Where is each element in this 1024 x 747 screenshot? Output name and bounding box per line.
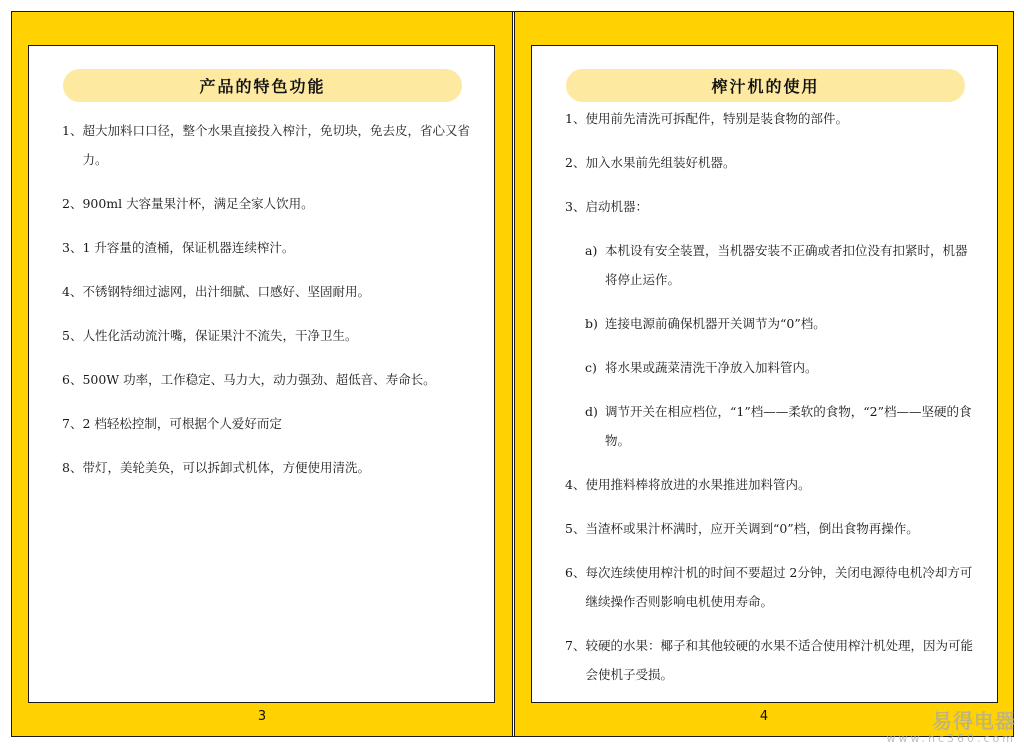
item-text: 500W 功率，工作稳定、马力大，动力强劲、超低音、寿命长。: [82, 372, 436, 387]
item-number: 3、: [62, 240, 83, 255]
item-number: 5、: [565, 521, 586, 536]
list-item: [565, 558, 975, 616]
item-text: 2 档轻松控制，可根据个人爱好而定: [82, 416, 282, 431]
sub-item-text: 调节开关在相应档位，“1”档——柔软的食物，“2”档——坚硬的食物。: [605, 404, 972, 448]
watermark-url: www.hc360.com: [886, 732, 1016, 745]
sub-list-item: [585, 236, 975, 294]
item-text: 不锈钢特细过滤网，出汁细腻、口感好、坚固耐用。: [82, 284, 370, 299]
page-number-left: 3: [257, 709, 267, 724]
item-text: 超大加料口口径，整个水果直接投入榨汁，免切块，免去皮，省心又省力。: [82, 123, 470, 167]
item-number: 6、: [62, 372, 83, 387]
list-item: [565, 192, 975, 221]
item-number: 2、: [565, 155, 586, 170]
item-number: 2、: [62, 196, 83, 211]
list-item: [565, 514, 975, 543]
page-number-right: 4: [759, 709, 769, 724]
list-item: [62, 365, 472, 394]
page-left: [12, 12, 513, 736]
item-number: 8、: [62, 460, 83, 475]
sub-item-marker: a): [585, 243, 598, 258]
list-item: [62, 189, 472, 218]
item-number: 4、: [62, 284, 83, 299]
list-item: [62, 277, 472, 306]
list-item: [62, 409, 472, 438]
features-title: 产品的特色功能: [63, 69, 462, 102]
item-text: 使用推料棒将放进的水果推进加料管内。: [585, 477, 811, 492]
features-list: [62, 116, 472, 497]
item-number: 5、: [62, 328, 83, 343]
sub-item-text: 将水果或蔬菜清洗干净放入加料管内。: [605, 360, 818, 375]
list-item: [62, 116, 472, 174]
item-text: 带灯，美轮美奂，可以拆卸式机体，方便使用清洗。: [82, 460, 370, 475]
item-text: 加入水果前先组装好机器。: [585, 155, 736, 170]
item-text: 使用前先清洗可拆配件，特别是装食物的部件。: [585, 111, 848, 126]
item-number: 1、: [565, 111, 586, 126]
manual-spread: [11, 11, 1014, 737]
item-text: 较硬的水果：椰子和其他较硬的水果不适合使用榨汁机处理，因为可能会使机子受损。: [585, 638, 973, 682]
item-number: 7、: [62, 416, 83, 431]
item-number: 1、: [62, 123, 83, 138]
watermark: [887, 709, 1016, 745]
sub-list-item: [585, 353, 975, 382]
item-number: 6、: [565, 565, 586, 580]
sub-item-marker: b): [585, 316, 598, 331]
usage-title: 榨汁机的使用: [566, 69, 965, 102]
list-item: [62, 233, 472, 262]
item-text: 900ml 大容量果汁杯，满足全家人饮用。: [82, 196, 314, 211]
sub-list-item: [585, 397, 975, 455]
sub-item-marker: c): [585, 360, 597, 375]
list-item: [565, 104, 975, 133]
content-frame-left: [28, 45, 495, 703]
item-text: 当渣杯或果汁杯满时，应开关调到“0”档，倒出食物再操作。: [585, 521, 919, 536]
item-number: 4、: [565, 477, 586, 492]
item-text: 1 升容量的渣桶，保证机器连续榨汁。: [82, 240, 295, 255]
watermark-name: 易得电器: [932, 709, 1016, 733]
item-text: 人性化活动流汁嘴，保证果汁不流失，干净卫生。: [82, 328, 358, 343]
content-frame-right: [531, 45, 998, 703]
sub-list-item: [585, 309, 975, 338]
list-item: [62, 453, 472, 482]
list-item: [565, 148, 975, 177]
item-text: 启动机器：: [585, 199, 648, 214]
item-text: 每次连续使用榨汁机的时间不要超过 2分钟，关闭电源待电机冷却方可继续操作否则影响电机使用寿命。: [585, 565, 973, 609]
item-number: 3、: [565, 199, 586, 214]
page-right: [514, 12, 1013, 736]
usage-list: [565, 104, 975, 704]
list-item: [565, 631, 975, 689]
sub-item-text: 本机设有安全装置，当机器安装不正确或者扣位没有扣紧时，机器将停止运作。: [605, 243, 968, 287]
item-number: 7、: [565, 638, 586, 653]
sub-item-marker: d): [585, 404, 598, 419]
list-item: [62, 321, 472, 350]
sub-item-text: 连接电源前确保机器开关调节为“0”档。: [605, 316, 826, 331]
list-item: [565, 470, 975, 499]
